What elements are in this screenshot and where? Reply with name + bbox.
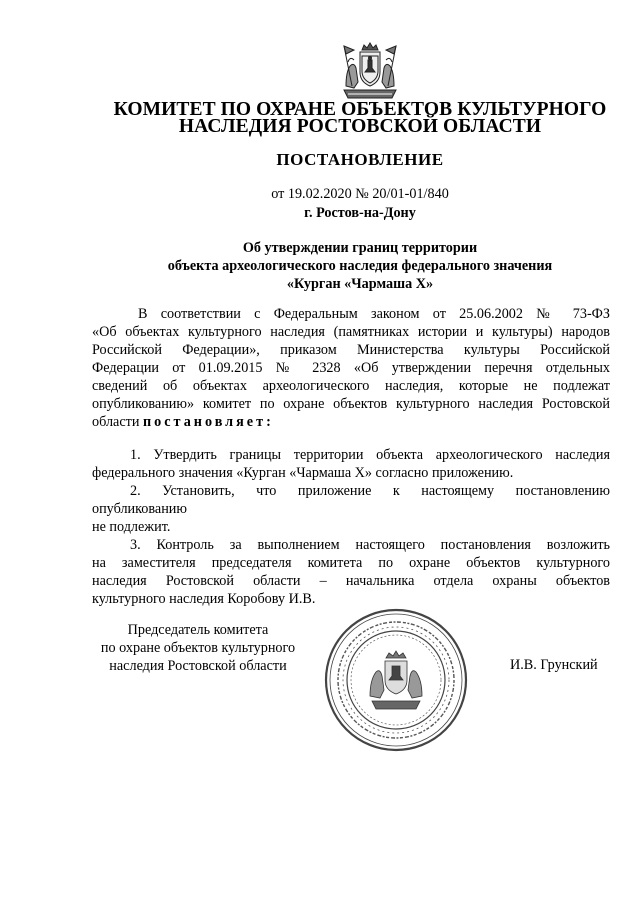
position-line: наследия Ростовской области — [109, 658, 287, 674]
preamble-paragraph — [92, 305, 610, 431]
preamble-line: В соответствии с Федеральным законом от 25.06.2002 № 73-ФЗ — [138, 306, 610, 322]
preamble-line: «Об объектах культурного наследия (памятниках истории и культуры) народов — [92, 324, 610, 340]
preamble-line-prefix: области — [92, 414, 143, 430]
item-line: культурного наследия Коробову И.В. — [92, 591, 316, 607]
document-type: ПОСТАНОВЛЕНИЕ — [276, 150, 444, 169]
item-line: 3. Контроль за выполнением настоящего постановления возложить — [130, 537, 610, 553]
position-line: Председатель комитета — [127, 622, 269, 638]
official-seal — [322, 606, 470, 754]
org-name-line1: КОМИТЕТ ПО ОХРАНЕ ОБЪЕКТОВ КУЛЬТУРНОГО — [113, 99, 607, 120]
decree-word: постановляет: — [142, 414, 274, 430]
subject-line3: «Курган «Чармаша Х» — [286, 276, 434, 292]
item-line: не подлежит. — [92, 519, 171, 535]
preamble-line: Российской Федерации», приказом Министерства культуры Российской — [92, 342, 610, 358]
item-line: наследия Ростовской области – начальника отдела охраны объектов — [92, 573, 610, 589]
date-and-number: от 19.02.2020 № 20/01-01/840 — [271, 186, 449, 202]
item-line: на заместителя председателя комитета по охране объектов культурного — [92, 555, 610, 571]
preamble-line: Федерации от 01.09.2015 № 2328 «Об утверждении перечня отдельных — [92, 360, 610, 376]
preamble-line: сведений об объектах археологического наследия, которые не подлежат — [92, 378, 610, 394]
item-line: опубликованию — [92, 501, 187, 517]
decree-items — [92, 446, 610, 608]
subject-line1: Об утверждении границ территории — [242, 240, 478, 256]
item-line: 1. Утвердить границы территории объекта археологического наследия — [130, 447, 610, 463]
signatory-position — [92, 621, 304, 675]
org-name-line2: НАСЛЕДИЯ РОСТОВСКОЙ ОБЛАСТИ — [178, 116, 542, 137]
preamble-line: опубликованию» комитет по охране объектов культурного наследия Ростовской — [92, 396, 610, 412]
subject-line2: объекта археологического наследия федерального значения — [167, 258, 553, 274]
signatory-name: И.В. Грунский — [510, 657, 598, 673]
place-of-issue: г. Ростов-на-Дону — [304, 205, 416, 221]
item-line: федерального значения «Курган «Чармаша Х» согласно приложению. — [92, 465, 514, 481]
item-line: 2. Установить, что приложение к настоящему постановлению — [130, 483, 610, 499]
coat-of-arms-emblem — [338, 42, 402, 102]
preamble-line-last — [92, 413, 610, 431]
position-line: по охране объектов культурного — [100, 640, 296, 656]
